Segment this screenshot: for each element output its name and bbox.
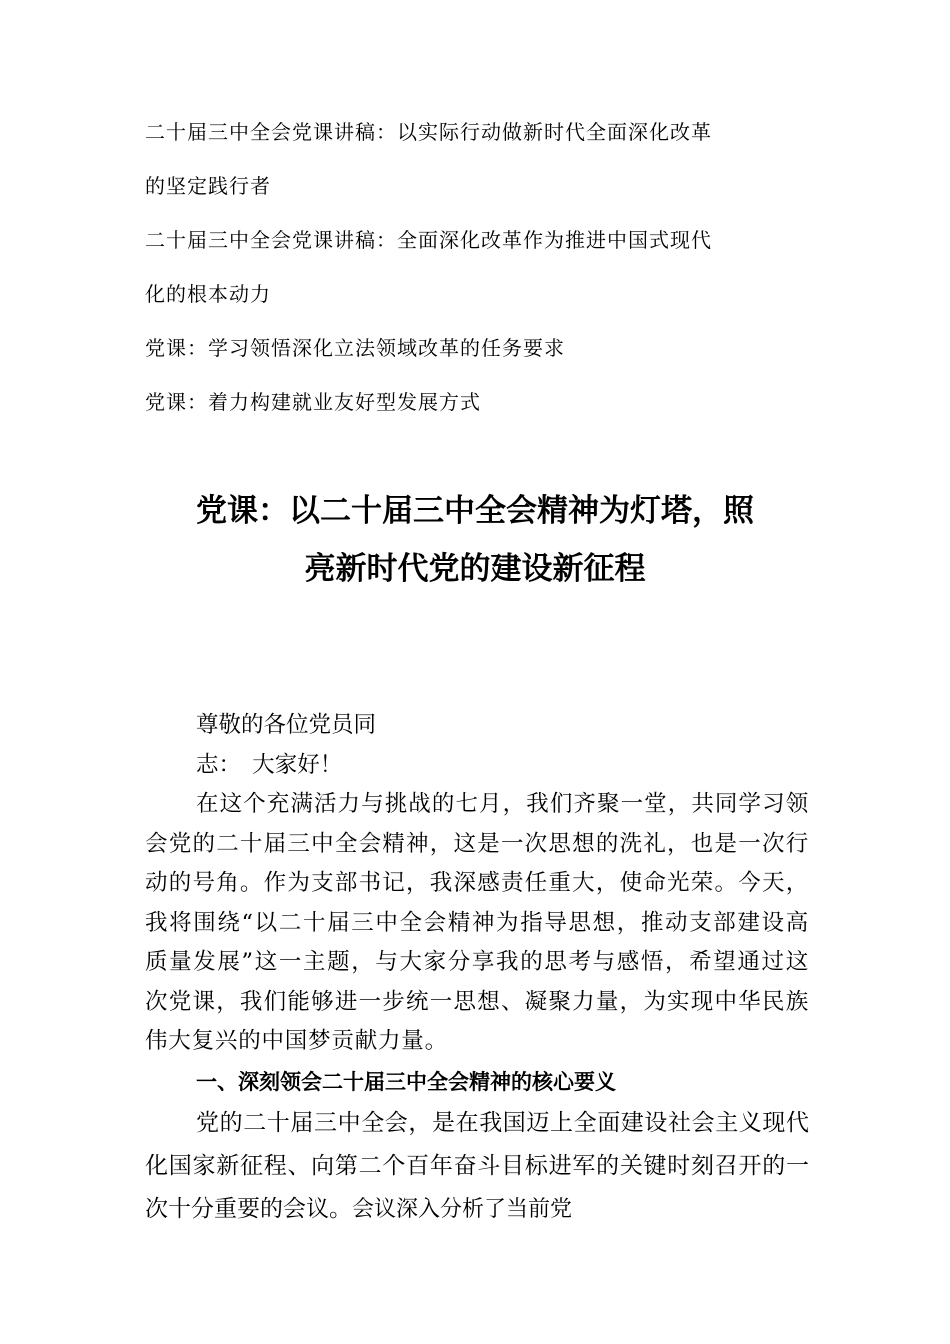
intro-paragraph: 在这个充满活力与挑战的七月，我们齐聚一堂，共同学习领会党的二十届三中全会精神，这是一次思想的洗礼，也是一次行动的号角。作为支部书记，我深感责任重大，使命光荣。今天，我将围绕“以二十届三中全会精神为指导思想，推动支部建设高质量发展”这一主题，与大家分享我的思考与感悟，希望通过这次党课，我们能够进一步统一思想、凝聚力量，为实现中华民族伟大复兴的中国梦贡献力量。 [145,791,809,1054]
document-title-line-1: 党课：以二十届三中全会精神为灯塔，照 [196,493,754,529]
section-1-paragraph [145,1102,809,1231]
document-title [120,482,830,598]
section-1-paragraph-serif: 会议深入分析了当前党 [352,1196,573,1222]
related-link-2-line-2[interactable]: 化的根本动力 [145,282,271,306]
related-link-3[interactable]: 党课：学习领悟深化立法领域改革的任务要求 [145,336,565,360]
document-title-line-2: 亮新时代党的建设新征程 [304,551,646,587]
related-link-2-line-1[interactable]: 二十届三中全会党课讲稿：全面深化改革作为推进中国式现代 [145,228,712,252]
related-link-1-line-1[interactable]: 二十届三中全会党课讲稿：以实际行动做新时代全面深化改革 [145,120,712,144]
greeting-line-2: 志： 大家好！ [196,751,343,778]
related-link-1-line-2[interactable]: 的坚定践行者 [145,174,271,198]
document-body [145,706,809,1231]
greeting-line-1: 尊敬的各位党员同 [196,712,377,738]
related-links-list [145,105,805,429]
section-1-paragraph-sans: 党的二十届三中全会，是在我国迈上全面建设社会主义现代化国家新征程、向第二个百年奋斗目标进军的关键时刻召开的一次十分重要的会议。 [145,1109,809,1222]
section-heading-1: 一、深刻领会二十届三中全会精神的核心要义 [196,1069,616,1094]
related-link-4[interactable]: 党课：着力构建就业友好型发展方式 [145,390,481,414]
